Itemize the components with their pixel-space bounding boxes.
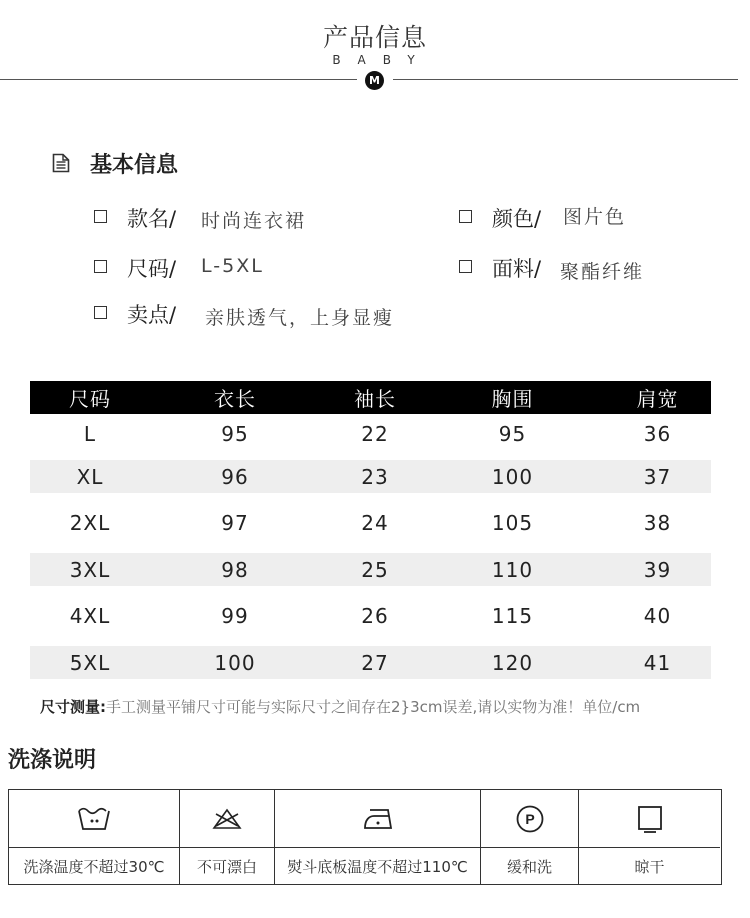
section-title-wash: 洗涤说明 [8, 748, 97, 773]
wash-item [180, 790, 275, 884]
field-value-color: 图片色 [563, 206, 627, 228]
checkbox-icon [94, 260, 107, 273]
table-cell: 23 [361, 464, 389, 489]
table-cell: 40 [643, 604, 672, 628]
table-cell: 100 [214, 650, 256, 675]
header-divider-left [0, 79, 357, 80]
table-cell: 95 [221, 422, 249, 446]
field-value-style-name: 时尚连衣裙 [201, 210, 307, 232]
checkbox-icon [459, 260, 472, 273]
table-cell: 27 [361, 650, 389, 675]
table-cell: 110 [491, 557, 534, 582]
table-cell: 115 [491, 604, 534, 628]
table-cell: 96 [221, 464, 249, 489]
document-icon [52, 153, 70, 173]
wash-item-text: 洗涤温度不超过30℃ [23, 857, 165, 876]
page-title: 产品信息 [322, 23, 427, 52]
table-cell: 24 [361, 511, 389, 535]
table-cell: XL [76, 464, 104, 489]
table-cell: 105 [491, 511, 534, 535]
table-cell: 37 [643, 464, 672, 489]
field-label-color: 颜色/ [492, 207, 542, 231]
table-cell: 22 [361, 422, 389, 446]
table-cell: 38 [643, 511, 672, 535]
table-header-cell: 肩宽 [636, 387, 679, 411]
checkbox-icon [459, 210, 472, 223]
wash-item [481, 790, 579, 884]
wash-30-icon [77, 806, 111, 832]
checkbox-icon [94, 210, 107, 223]
line-dry-icon [636, 804, 664, 834]
wash-table [8, 789, 722, 885]
table-cell: 25 [361, 557, 389, 582]
table-row [30, 460, 711, 493]
table-cell: 97 [221, 511, 249, 535]
field-label-size: 尺码/ [127, 257, 177, 281]
field-label-fabric: 面料/ [492, 257, 542, 281]
table-cell: 2XL [69, 511, 111, 535]
wash-item [579, 790, 720, 884]
iron-icon [362, 806, 394, 832]
field-value-selling-point: 亲肤透气，上身显瘦 [205, 307, 395, 329]
table-cell: 98 [221, 557, 249, 582]
badge-m: M [365, 71, 384, 90]
table-cell: 120 [491, 650, 534, 675]
table-cell: 41 [643, 650, 672, 675]
page-subtitle: BABY [332, 53, 432, 67]
measurement-note-label: 尺寸测量: [40, 698, 106, 716]
no-bleach-icon [211, 807, 243, 831]
table-row [30, 593, 711, 639]
table-cell: 26 [361, 604, 389, 628]
table-header-cell: 袖长 [354, 387, 396, 411]
measurement-note-text: 手工测量平铺尺寸可能与实际尺寸之间存在2}3cm误差,请以实物为准！单位/cm [106, 698, 641, 716]
table-row [30, 553, 711, 586]
table-header-cell: 衣长 [214, 387, 256, 411]
table-cell: 4XL [69, 604, 111, 628]
table-row [30, 414, 711, 454]
wash-item-text: 不可漂白 [196, 857, 257, 876]
checkbox-icon [94, 306, 107, 319]
wash-item [275, 790, 481, 884]
measurement-note [40, 696, 640, 717]
table-cell: 39 [643, 557, 672, 582]
field-value-size: L-5XL [201, 255, 264, 277]
table-cell: 99 [221, 604, 249, 628]
table-cell: 5XL [69, 650, 111, 675]
field-label-selling-point: 卖点/ [127, 303, 177, 327]
table-row [30, 500, 711, 546]
table-header-cell: 尺码 [69, 387, 111, 411]
section-title-basic-info: 基本信息 [90, 153, 179, 178]
table-cell: 100 [491, 464, 534, 489]
field-value-fabric: 聚酯纤维 [560, 261, 645, 283]
table-cell: 95 [498, 422, 527, 446]
size-table [30, 381, 711, 686]
wash-item [9, 790, 180, 884]
table-cell: 3XL [69, 557, 111, 582]
table-header-row [30, 381, 711, 414]
header-divider-right [393, 79, 738, 80]
table-cell: 36 [643, 422, 672, 446]
wash-item-text: 缓和洗 [506, 857, 552, 876]
wash-item-text: 晾干 [634, 857, 665, 876]
table-row [30, 646, 711, 679]
field-label-style-name: 款名/ [127, 207, 177, 231]
table-cell: L [83, 422, 97, 446]
svg-text:P: P [524, 810, 535, 827]
wash-item-text: 熨斗底板温度不超过110℃ [287, 857, 468, 876]
table-header-cell: 胸围 [491, 387, 534, 411]
dry-clean-p-icon [515, 804, 545, 834]
